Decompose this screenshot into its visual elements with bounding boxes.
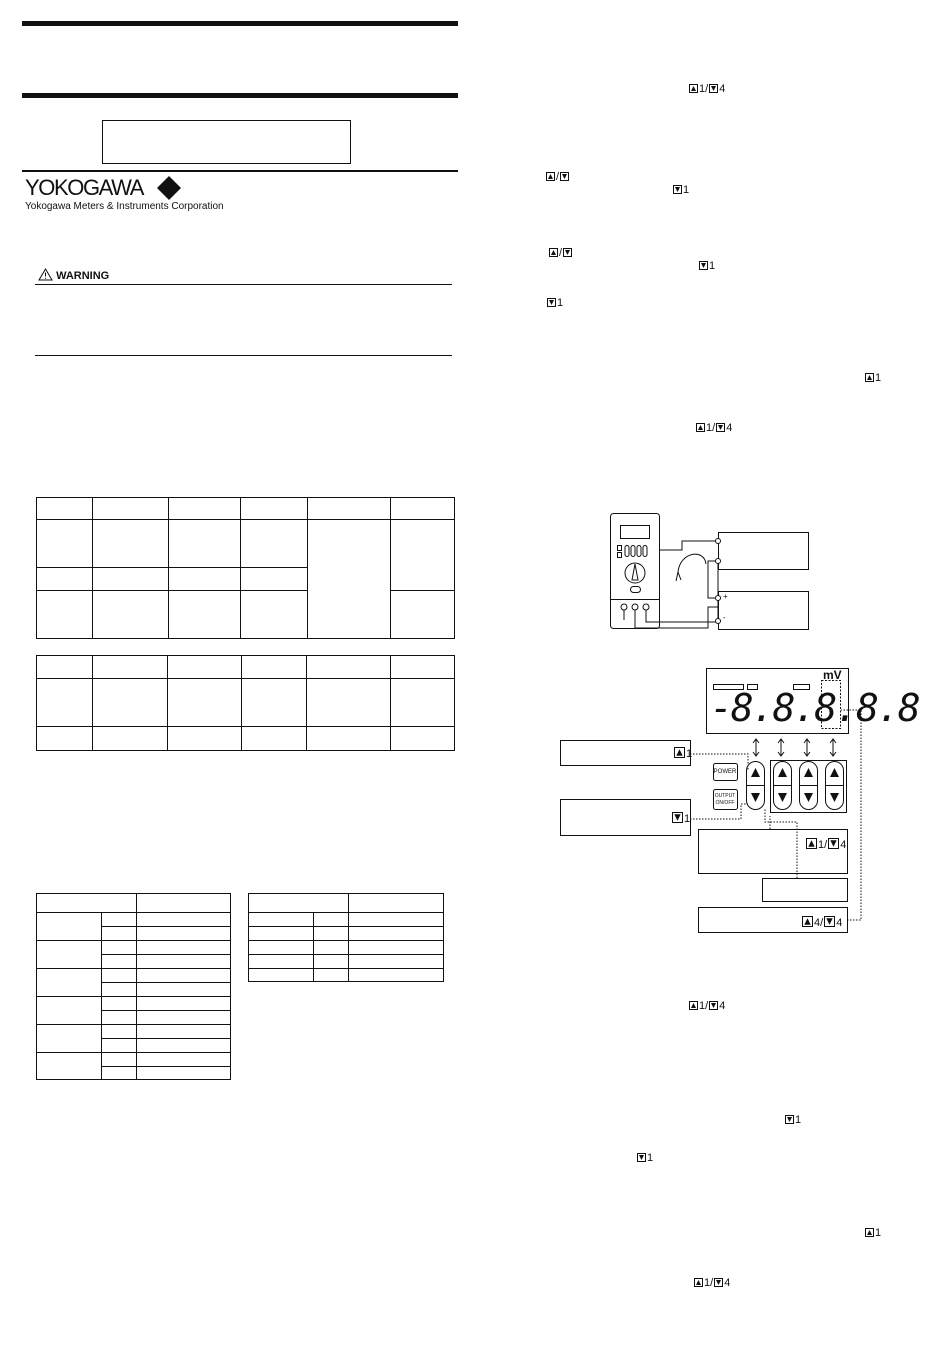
brand-logo bbox=[25, 175, 143, 201]
brand-wordmark: YOKOGAWA bbox=[25, 175, 143, 200]
key-ref-up1-down4-d: 1/ 4 bbox=[693, 1277, 730, 1289]
up-key-icon bbox=[865, 373, 874, 382]
connection-diagram bbox=[608, 512, 814, 634]
key-ref-up1-down4-a: 1/ 4 bbox=[688, 83, 725, 95]
key-ref-up1-down4-b: 1/ 4 bbox=[695, 422, 732, 434]
key-ref-pair-a: / bbox=[545, 171, 570, 183]
key-ref-down1-d: 1 bbox=[784, 1114, 801, 1126]
down-key-icon bbox=[699, 261, 708, 270]
up-key-icon bbox=[546, 172, 555, 181]
top-rule bbox=[22, 21, 458, 26]
key-ref-down1-c: 1 bbox=[546, 297, 563, 309]
company-name: Yokogawa Meters & Instruments Corporation bbox=[25, 201, 224, 212]
spec-table-2 bbox=[36, 655, 455, 751]
title-box bbox=[102, 120, 351, 164]
key-ref-down1-e: 1 bbox=[636, 1152, 653, 1164]
callout-up-key: 1 bbox=[673, 747, 692, 760]
lcd-display-digits: -8.8.8.8.8 bbox=[710, 686, 919, 730]
up-key-icon bbox=[689, 1001, 698, 1010]
up-key-icon bbox=[696, 423, 705, 432]
down-key-icon bbox=[709, 1001, 718, 1010]
key-ref-up1-b: 1 bbox=[864, 1227, 881, 1239]
up-key-icon bbox=[865, 1228, 874, 1237]
warning-rule-top bbox=[35, 284, 452, 285]
down-key-icon bbox=[714, 1278, 723, 1287]
down-key-icon bbox=[716, 423, 725, 432]
down-key-icon bbox=[673, 185, 682, 194]
warning-label: WARNING bbox=[56, 270, 110, 282]
callout-down-key: 1 bbox=[671, 812, 690, 825]
down-key-icon bbox=[560, 172, 569, 181]
key-ref-pair-b: / bbox=[548, 247, 573, 259]
warning-heading bbox=[38, 268, 109, 282]
down-key-icon bbox=[824, 916, 835, 927]
warning-triangle-icon bbox=[38, 268, 53, 281]
terminal-plus: + bbox=[723, 592, 728, 601]
brand-diamond-icon bbox=[156, 175, 182, 201]
power-button[interactable] bbox=[713, 764, 737, 781]
output-onoff-button[interactable]: OUTPUT ON/OFF bbox=[714, 793, 736, 806]
key-ref-up1-down4-c: 1/ 4 bbox=[688, 1000, 725, 1012]
key-ref-down1-a: 1 bbox=[672, 184, 689, 196]
logo-rule bbox=[22, 170, 458, 172]
range-table-right bbox=[248, 893, 444, 982]
key-ref-down1-b: 1 bbox=[698, 260, 715, 272]
callout-right-top-keys: 1/ 4 bbox=[805, 838, 846, 851]
up-key-icon bbox=[549, 248, 558, 257]
range-table-left bbox=[36, 893, 231, 1080]
down-key-icon bbox=[709, 84, 718, 93]
spec-table-1 bbox=[36, 497, 455, 639]
up-key-icon bbox=[689, 84, 698, 93]
warning-rule-bottom bbox=[35, 355, 452, 356]
second-rule bbox=[22, 93, 458, 98]
down-key-icon bbox=[547, 298, 556, 307]
lcd-unit: mV bbox=[823, 668, 842, 682]
up-key-icon bbox=[674, 747, 685, 758]
down-key-icon bbox=[785, 1115, 794, 1124]
down-key-icon bbox=[672, 812, 683, 823]
up-key-icon bbox=[806, 838, 817, 849]
up-key-icon bbox=[694, 1278, 703, 1287]
power-button-label: POWER bbox=[713, 769, 737, 775]
terminal-minus: - bbox=[723, 613, 726, 622]
callout-right-bottom-keys: 4/ 4 bbox=[801, 916, 842, 929]
down-key-icon bbox=[637, 1153, 646, 1162]
up-key-icon bbox=[802, 916, 813, 927]
down-key-icon bbox=[563, 248, 572, 257]
key-ref-up1-a: 1 bbox=[864, 372, 881, 384]
down-key-icon bbox=[828, 838, 839, 849]
